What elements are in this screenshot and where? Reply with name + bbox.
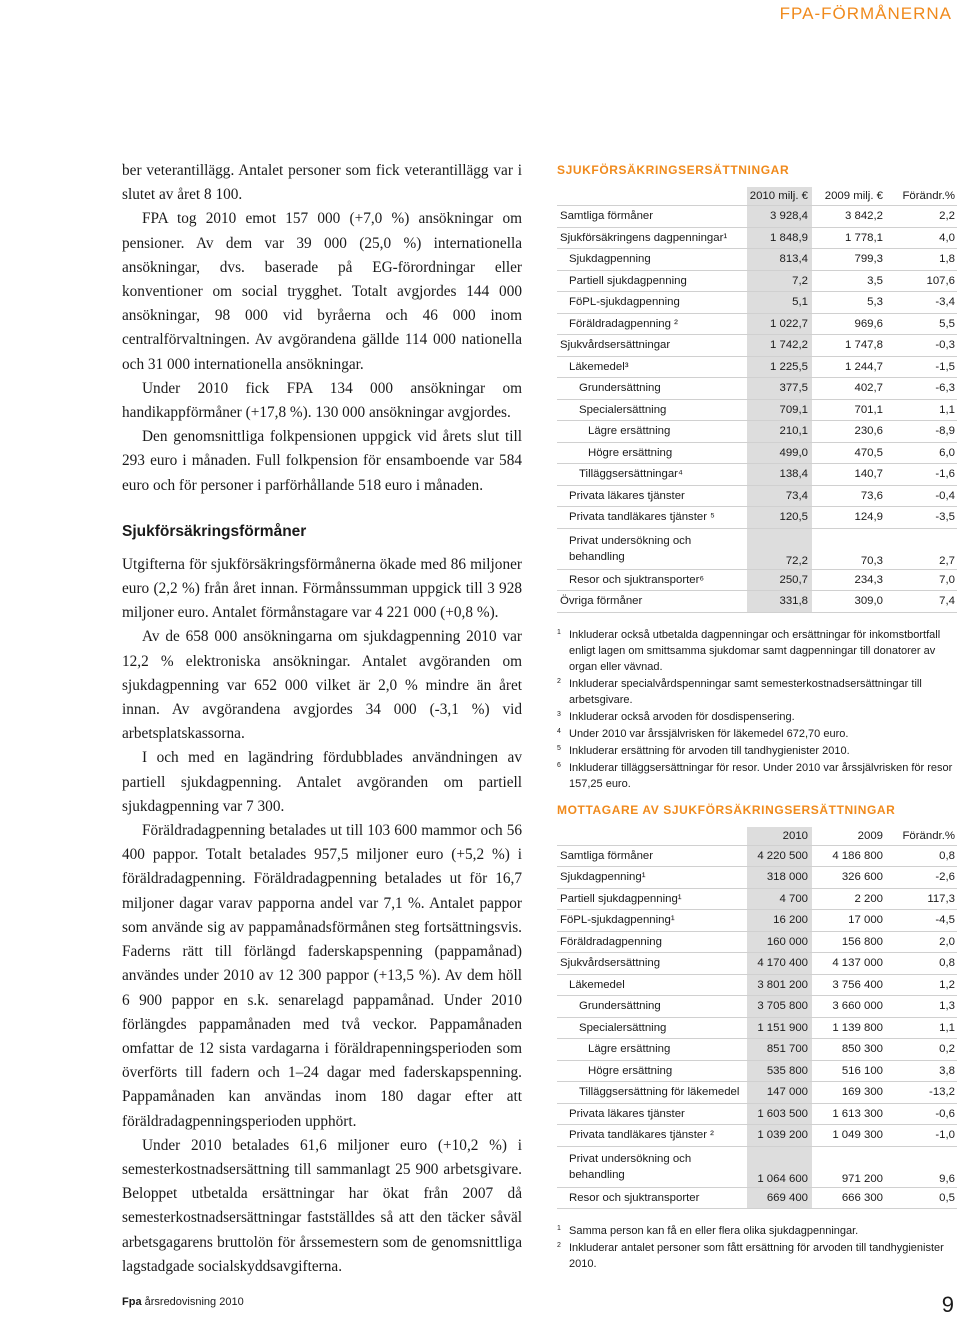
cell-2010: 535 800 (747, 1060, 812, 1082)
cell-change: 4,0 (885, 227, 957, 249)
cell-2010: 1 064 600 (747, 1146, 812, 1187)
row-label: Lägre ersättning (557, 421, 747, 443)
cell-2010: 1 225,5 (747, 356, 812, 378)
table-row (557, 421, 957, 443)
cell-change: -3,4 (885, 292, 957, 314)
cell-2009: 402,7 (812, 378, 885, 400)
row-label: Högre ersättning (557, 1060, 747, 1082)
paragraph: ber veterantillägg. Antalet personer som fick veterantillägg var i slutet av året 8 100. (122, 162, 522, 204)
row-label: Samtliga förmåner (557, 845, 747, 867)
footnote-number: 2 (557, 1242, 561, 1249)
footnote-number: 2 (557, 677, 561, 685)
table-row (557, 953, 957, 975)
cell-2009: 3 660 000 (812, 996, 885, 1018)
footer (122, 1296, 244, 1308)
cell-2009: 17 000 (812, 910, 885, 932)
footnote-text: Inkluderar tilläggsersättningar för resor. Under 2010 var årssjälvrisken för resor 157,25 euro. (569, 761, 953, 790)
footnote-text: Under 2010 var årssjälvrisken för läkemedel 672,70 euro. (569, 727, 849, 740)
table-row (557, 867, 957, 889)
cell-2010: 160 000 (747, 931, 812, 953)
table-row (557, 507, 957, 529)
cell-change: 0,2 (885, 1039, 957, 1061)
tables-column (557, 163, 957, 1273)
cell-change: 0,8 (885, 953, 957, 975)
cell-change: -6,3 (885, 378, 957, 400)
cell-2010: 4 170 400 (747, 953, 812, 975)
footnote (557, 760, 957, 792)
table1 (557, 187, 957, 613)
table-header: 2010 milj. € (747, 187, 812, 206)
table-row (557, 888, 957, 910)
row-label: Lägre ersättning (557, 1039, 747, 1061)
page-number: 9 (941, 1292, 954, 1317)
paragraph: Föräldradagpenning betalades ut till 103 600 mammor och 56 400 pappor. Totalt betalades 957,5 miljoner euro (+5,2 %) i föräldradagpenning. Föräldradagpenning betalades ut för 16,7 miljoner dagar varav papporna andel var 7,1 %. Antalet pappor som använde sig av pappamånadsförmånen steg fortsättningsvis. Faderns rätt till förlängd faderskapspenning (pappamånad) användes under 2010 av 12 300 pappor (+13,5 %). Av dem höll 6 900 pappor en s.k. senarelagd pappamånad. Under 2010 förlängdes pappamånaden med två veckor. Pappamånaden omfattar de 12 sista vardagarna i föräldrapenningsperioden som överförts till fadern och 1–24 dagar med faderskapspenning. Pappamånaden kan användas inom 180 dagar efter att föräldradagpenningsperioden upphört. (122, 822, 522, 1130)
table-row (557, 528, 957, 569)
table-row (557, 356, 957, 378)
cell-2010: 210,1 (747, 421, 812, 443)
body-text-column (122, 159, 522, 1279)
cell-2009: 140,7 (812, 464, 885, 486)
row-label: Tilläggsersättningar⁴ (557, 464, 747, 486)
row-label: Samtliga förmåner (557, 206, 747, 228)
cell-2010: 331,8 (747, 591, 812, 613)
paragraph: FPA tog 2010 emot 157 000 (+7,0 %) ansökningar om pensioner. Av dem var 39 000 (25,0 %) internationella ansökningar, dvs. baserade på EG-förordningar eller konventioner om social trygghet. Totalt avgjordes 144 000 ansökningar, 98 000 vid byråerna och 46 000 inom centralförvaltningen. Av avgörandena gällde 114 000 nationella och 31 000 internationella ansökningar. (122, 210, 522, 373)
cell-2009: 516 100 (812, 1060, 885, 1082)
cell-change: -2,6 (885, 867, 957, 889)
footnote-number: 1 (557, 1225, 561, 1232)
table-row (557, 227, 957, 249)
footnote-text: Inkluderar antalet personer som fått ersättning för arvoden till tandhygienister 2010. (569, 1242, 944, 1270)
cell-change: -3,5 (885, 507, 957, 529)
row-label: Sjukdagpenning (557, 249, 747, 271)
cell-2009: 1 613 300 (812, 1103, 885, 1125)
table-row (557, 399, 957, 421)
cell-change: -0,4 (885, 485, 957, 507)
paragraph: I och med en lagändring fördubblades användningen av partiell sjukdagpenning. Antalet avgöranden om partiell sjukdagpenning var 7 300. (122, 749, 522, 815)
cell-2010: 1 848,9 (747, 227, 812, 249)
cell-change: 5,5 (885, 313, 957, 335)
table1-header-row (557, 187, 957, 206)
table-row (557, 591, 957, 613)
cell-2009: 799,3 (812, 249, 885, 271)
table-row (557, 335, 957, 357)
row-label: Grundersättning (557, 378, 747, 400)
footnote-number: 6 (557, 761, 561, 769)
row-label: Specialersättning (557, 399, 747, 421)
table2 (557, 827, 957, 1210)
row-label: Sjukförsäkringens dagpenningar¹ (557, 227, 747, 249)
cell-2010: 147 000 (747, 1082, 812, 1104)
cell-2010: 1 742,2 (747, 335, 812, 357)
row-label: Sjukdagpenning¹ (557, 867, 747, 889)
footnote-text: Inkluderar också arvoden för dosdispensering. (569, 710, 795, 723)
table-row (557, 569, 957, 591)
cell-2010: 5,1 (747, 292, 812, 314)
cell-2010: 250,7 (747, 569, 812, 591)
footnote (557, 726, 957, 742)
table2-header-row (557, 827, 957, 846)
footnote-text: Inkluderar också utbetalda dagpenningar och ersättningar för inkomstbortfall enligt lagen om smittsamma sjukdomar samt dagpenningar till donatorer av organ eller vävnad. (569, 628, 941, 673)
cell-2010: 1 022,7 (747, 313, 812, 335)
cell-change: 9,6 (885, 1146, 957, 1187)
footnote (557, 676, 957, 708)
cell-2010: 120,5 (747, 507, 812, 529)
row-label: Privata läkares tjänster (557, 1103, 747, 1125)
table1-footnotes (557, 627, 957, 792)
cell-2010: 813,4 (747, 249, 812, 271)
table-row (557, 974, 957, 996)
table-row (557, 1039, 957, 1061)
cell-2009: 969,6 (812, 313, 885, 335)
cell-2010: 709,1 (747, 399, 812, 421)
row-label: Tilläggsersättning för läkemedel (557, 1082, 747, 1104)
cell-2009: 124,9 (812, 507, 885, 529)
cell-2010: 1 039 200 (747, 1125, 812, 1147)
row-label: Specialersättning (557, 1017, 747, 1039)
paragraph: Utgifterna för sjukförsäkringsförmånerna ökade med 86 miljoner euro (2,2 %) från året innan. Förmånssumman uppgick till 3 928 miljoner euro. Antalet förmånstagare var 4 221 000 (+0,8 %). (122, 555, 522, 622)
cell-change: -0,3 (885, 335, 957, 357)
footnote (557, 1240, 957, 1272)
row-label: Övriga förmåner (557, 591, 747, 613)
row-label: Privat undersökning och behandling (557, 528, 747, 569)
footer-brand: Fpa (122, 1296, 142, 1308)
cell-change: 117,3 (885, 888, 957, 910)
cell-change: 1,3 (885, 996, 957, 1018)
row-label: Partiell sjukdagpenning (557, 270, 747, 292)
cell-2009: 156 800 (812, 931, 885, 953)
table-row (557, 1125, 957, 1147)
cell-change: 2,7 (885, 528, 957, 569)
cell-change: -1,5 (885, 356, 957, 378)
cell-2010: 3 928,4 (747, 206, 812, 228)
row-label: Privata läkares tjänster (557, 485, 747, 507)
cell-2009: 3 842,2 (812, 206, 885, 228)
table-row (557, 292, 957, 314)
footnote-number: 3 (557, 710, 561, 718)
paragraph: Under 2010 fick FPA 134 000 ansökningar om handikappförmåner (+17,8 %). 130 000 ansökningar avgjordes. (122, 379, 522, 422)
cell-2010: 3 705 800 (747, 996, 812, 1018)
cell-2009: 4 186 800 (812, 845, 885, 867)
cell-2009: 470,5 (812, 442, 885, 464)
cell-change: -1,6 (885, 464, 957, 486)
row-label: Privat undersökning och behandling (557, 1146, 747, 1187)
cell-2009: 5,3 (812, 292, 885, 314)
footnote-text: Inkluderar specialvårdspenningar samt semesterkostnadsersättningar till arbetsgivare. (569, 677, 922, 706)
row-label: Föräldradagpenning (557, 931, 747, 953)
row-label: Privata tandläkares tjänster ⁵ (557, 507, 747, 529)
table-row (557, 845, 957, 867)
cell-2009: 326 600 (812, 867, 885, 889)
cell-change: 7,0 (885, 569, 957, 591)
cell-change: 1,1 (885, 399, 957, 421)
cell-change: 1,2 (885, 974, 957, 996)
table-row (557, 931, 957, 953)
table-row (557, 464, 957, 486)
cell-2010: 3 801 200 (747, 974, 812, 996)
cell-2009: 70,3 (812, 528, 885, 569)
cell-2009: 3 756 400 (812, 974, 885, 996)
cell-2009: 850 300 (812, 1039, 885, 1061)
table-header: Förändr.% (885, 827, 957, 846)
cell-2009: 701,1 (812, 399, 885, 421)
row-label: Sjukvårdsersättningar (557, 335, 747, 357)
cell-change: -13,2 (885, 1082, 957, 1104)
cell-change: 7,4 (885, 591, 957, 613)
cell-change: 2,2 (885, 206, 957, 228)
cell-2010: 1 603 500 (747, 1103, 812, 1125)
cell-2009: 4 137 000 (812, 953, 885, 975)
cell-change: 6,0 (885, 442, 957, 464)
cell-2010: 4 220 500 (747, 845, 812, 867)
cell-2009: 309,0 (812, 591, 885, 613)
paragraph: Den genomsnittliga folkpensionen uppgick vid årets slut till 293 euro i månaden. Full folkpension för ensamboende var 584 euro och för personer i parförhållande 518 euro i månaden. (122, 428, 522, 494)
cell-2009: 666 300 (812, 1187, 885, 1209)
cell-2009: 971 200 (812, 1146, 885, 1187)
table-row (557, 1060, 957, 1082)
row-label: Föräldradagpenning ² (557, 313, 747, 335)
table-row (557, 249, 957, 271)
row-label: Resor och sjuktransporter (557, 1187, 747, 1209)
row-label: Sjukvårdsersättning (557, 953, 747, 975)
table-row (557, 1017, 957, 1039)
table-header: 2009 milj. € (812, 187, 885, 206)
row-label: Partiell sjukdagpenning¹ (557, 888, 747, 910)
table2-title: MOTTAGARE AV SJUKFÖRSÄKRINGSERSÄTTNINGAR (557, 802, 896, 817)
cell-2010: 16 200 (747, 910, 812, 932)
cell-2009: 230,6 (812, 421, 885, 443)
cell-2010: 7,2 (747, 270, 812, 292)
footnote-number: 4 (557, 727, 561, 735)
cell-2010: 377,5 (747, 378, 812, 400)
table-row (557, 996, 957, 1018)
footnote (557, 627, 957, 675)
cell-2010: 138,4 (747, 464, 812, 486)
table-header: 2009 (812, 827, 885, 846)
row-label: FöPL-sjukdagpenning (557, 292, 747, 314)
footnote (557, 1223, 957, 1239)
cell-2009: 1 139 800 (812, 1017, 885, 1039)
cell-change: 1,1 (885, 1017, 957, 1039)
table-header: 2010 (747, 827, 812, 846)
footnote (557, 743, 957, 759)
table1-title: SJUKFÖRSÄKRINGSERSÄTTNINGAR (557, 163, 790, 177)
footnote-text: Samma person kan få en eller flera olika sjukdagpenningar. (569, 1225, 859, 1237)
cell-change: -0,6 (885, 1103, 957, 1125)
cell-2010: 72,2 (747, 528, 812, 569)
cell-2010: 669 400 (747, 1187, 812, 1209)
footnote-text: Inkluderar ersättning för arvoden till tandhygienister 2010. (569, 744, 850, 757)
cell-2009: 1 244,7 (812, 356, 885, 378)
paragraph: Av de 658 000 ansökningarna om sjukdagpenning 2010 var 12,2 % elektroniska ansökningar. Antalet avgöranden om sjukdagpenning var 652 000 vilket är 2,0 % mindre än året innan. Av avgörandena avgjordes 34 000 (-3,1 %) vid arbetsplatskassorna. (122, 628, 522, 743)
cell-2009: 3,5 (812, 270, 885, 292)
cell-change: 0,8 (885, 845, 957, 867)
cell-change: 1,8 (885, 249, 957, 271)
table-row (557, 270, 957, 292)
row-label: Läkemedel³ (557, 356, 747, 378)
cell-2010: 499,0 (747, 442, 812, 464)
cell-2009: 2 200 (812, 888, 885, 910)
cell-change: -1,0 (885, 1125, 957, 1147)
table-row (557, 1082, 957, 1104)
cell-2009: 169 300 (812, 1082, 885, 1104)
table-row (557, 1187, 957, 1209)
cell-2009: 1 747,8 (812, 335, 885, 357)
section-heading: Sjukförsäkringsförmåner (122, 522, 307, 540)
table-row (557, 485, 957, 507)
row-label: Högre ersättning (557, 442, 747, 464)
cell-2009: 1 778,1 (812, 227, 885, 249)
table-row (557, 313, 957, 335)
section-header-label: FPA-FÖRMÅNERNA (779, 4, 952, 23)
row-label: Resor och sjuktransporter⁶ (557, 569, 747, 591)
footnote (557, 709, 957, 725)
cell-2010: 318 000 (747, 867, 812, 889)
cell-change: -4,5 (885, 910, 957, 932)
cell-change: 3,8 (885, 1060, 957, 1082)
row-label: FöPL-sjukdagpenning¹ (557, 910, 747, 932)
table-row (557, 442, 957, 464)
table-row (557, 910, 957, 932)
cell-2009: 73,6 (812, 485, 885, 507)
cell-2010: 851 700 (747, 1039, 812, 1061)
cell-2010: 1 151 900 (747, 1017, 812, 1039)
cell-2009: 1 049 300 (812, 1125, 885, 1147)
row-label: Grundersättning (557, 996, 747, 1018)
cell-2009: 234,3 (812, 569, 885, 591)
footnote-number: 5 (557, 744, 561, 752)
cell-change: 2,0 (885, 931, 957, 953)
cell-change: -8,9 (885, 421, 957, 443)
cell-2010: 73,4 (747, 485, 812, 507)
table-row (557, 1146, 957, 1187)
table-row (557, 206, 957, 228)
table2-footnotes (557, 1223, 957, 1272)
footnote-number: 1 (557, 628, 561, 636)
paragraph: Under 2010 betalades 61,6 miljoner euro (+10,2 %) i semesterkostnadsersättning till sammanlagt 25 900 arbetsgivare. Beloppet utbetalda ersättningar har ökat från 2007 då semesterkostnadsersättningar fastställdes så att den täcker såväl arbetsgagarens bruttolön för årssemestern som de genomsnittliga lagstadgade socialskyddsavgifterna. (122, 1136, 522, 1275)
row-label: Privata tandläkares tjänster ² (557, 1125, 747, 1147)
cell-2010: 4 700 (747, 888, 812, 910)
table-header: Förändr.% (885, 187, 957, 206)
cell-change: 107,6 (885, 270, 957, 292)
row-label: Läkemedel (557, 974, 747, 996)
footer-text: årsredovisning 2010 (144, 1296, 244, 1308)
cell-change: 0,5 (885, 1187, 957, 1209)
table-row (557, 378, 957, 400)
table-row (557, 1103, 957, 1125)
